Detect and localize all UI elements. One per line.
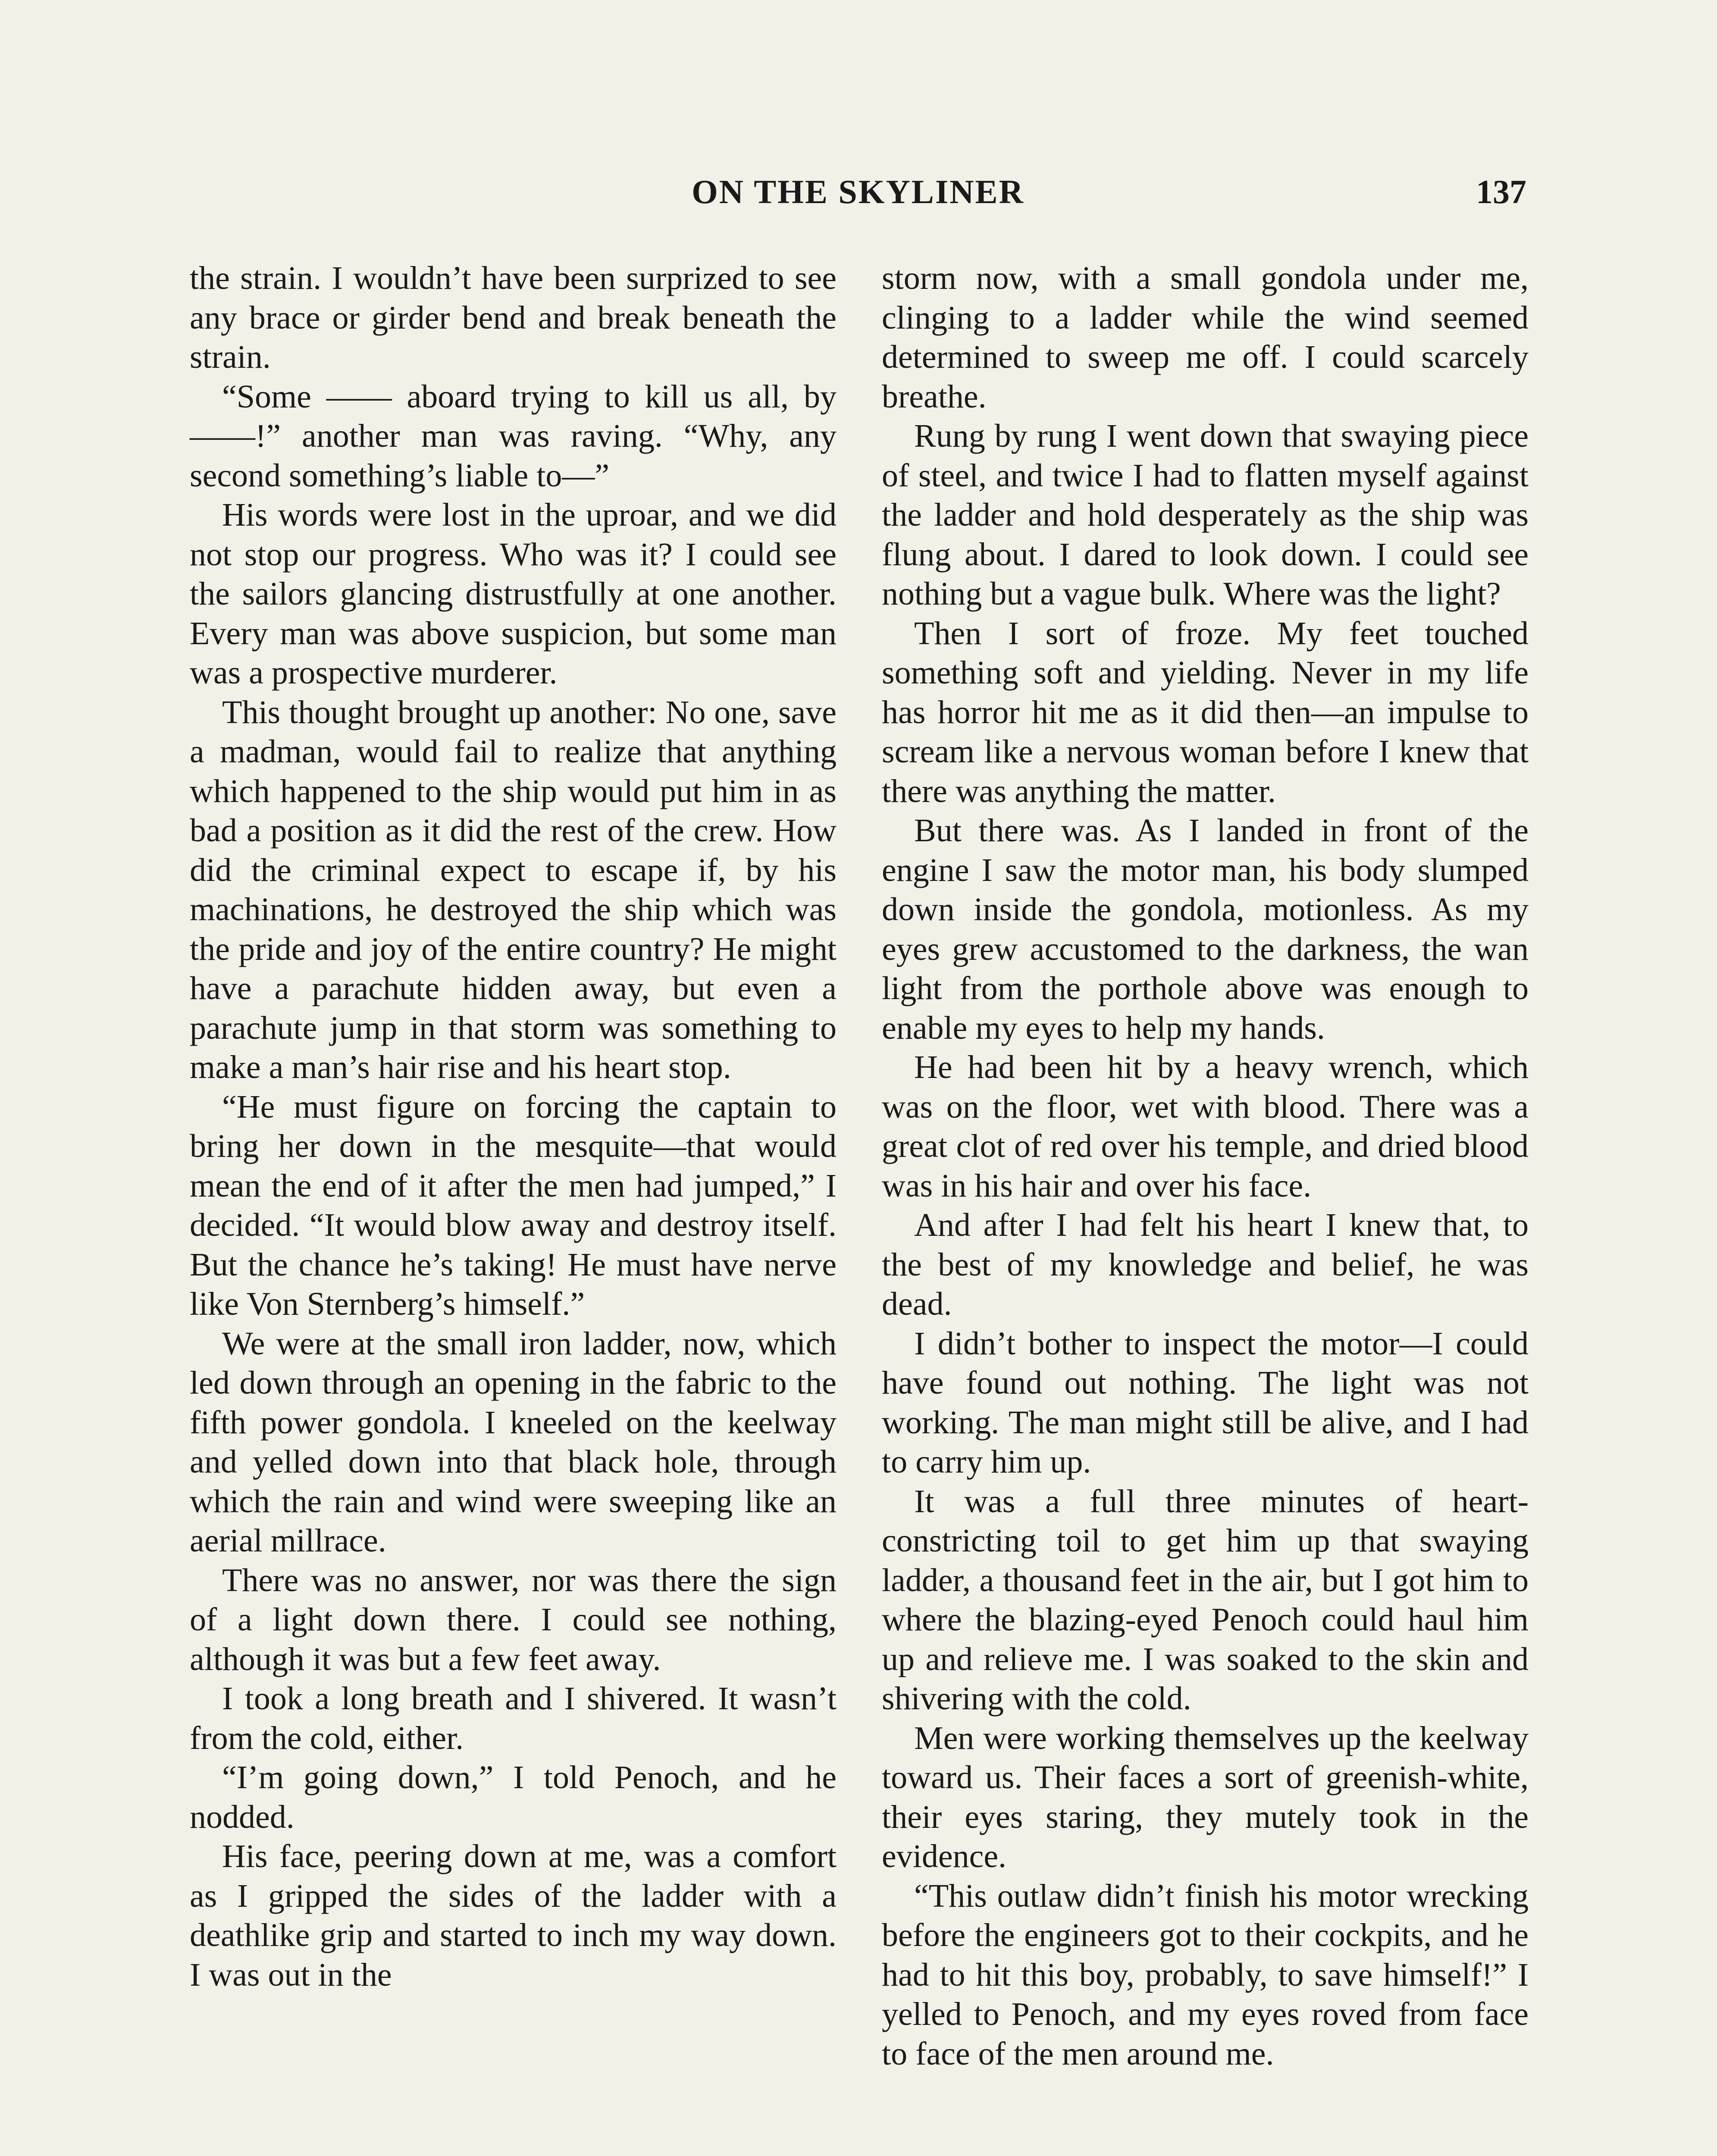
paragraph: the strain. I wouldn’t have been surprized to see any brace or girder bend and break beneath the strain. bbox=[190, 260, 837, 375]
paragraph: “He must figure on forcing the captain to bring her down in the mesquite—that would mean the end of it after the men had jumped,” I decided. “It would blow away and destroy itself. But the chance he’s taking! He must have nerve like Von Sternberg’s himself.” bbox=[190, 1088, 837, 1322]
paragraph: storm now, with a small gondola under me, clinging to a ladder while the wind seemed determined to sweep me off. I could scarcely breathe. bbox=[882, 260, 1529, 415]
paragraph: And after I had felt his heart I knew that, to the best of my knowledge and belief, he was dead. bbox=[882, 1207, 1529, 1322]
paragraph: But there was. As I landed in front of the engine I saw the motor man, his body slumped down inside the gondola, motionless. As my eyes grew accustomed to the darkness, the wan light from the porthole above was enough to enable my eyes to help my hands. bbox=[882, 812, 1529, 1046]
paragraph: I didn’t bother to inspect the motor—I could have found out nothing. The light was not working. The man might still be alive, and I had to carry him up. bbox=[882, 1325, 1529, 1480]
right-column bbox=[882, 259, 1529, 2074]
paragraph: We were at the small iron ladder, now, which led down through an opening in the fabric to the fifth power gondola. I kneeled on the keelway and yelled down into that black hole, through which the rain and wind were sweeping like an aerial millrace. bbox=[190, 1325, 837, 1559]
left-column bbox=[190, 259, 837, 1995]
paragraph: This thought brought up another: No one, save a madman, would fail to realize that anything which happened to the ship would put him in as bad a position as it did the rest of the crew. How did the criminal expect to escape if, by his machinations, he destroyed the ship which was the pride and joy of the entire country? He might have a parachute hidden away, but even a parachute jump in that storm was something to make a man’s hair rise and his heart stop. bbox=[190, 694, 837, 1085]
paragraph: There was no answer, nor was there the sign of a light down there. I could see nothing, although it was but a few feet away. bbox=[190, 1562, 837, 1677]
paragraph: I took a long breath and I shivered. It wasn’t from the cold, either. bbox=[190, 1680, 837, 1756]
paragraph: “Some —— aboard trying to kill us all, by ——!” another man was raving. “Why, any second something’s liable to—” bbox=[190, 378, 837, 494]
paragraph: He had been hit by a heavy wrench, which was on the floor, wet with blood. There was a great clot of red over his temple, and dried blood was in his hair and over his face. bbox=[882, 1049, 1529, 1204]
page-header bbox=[190, 172, 1526, 233]
paragraph: It was a full three minutes of heart-constricting toil to get him up that swaying ladder, a thousand feet in the air, but I got him to where the blazing-eyed Penoch could haul him up and relieve me. I was soaked to the skin and shivering with the cold. bbox=[882, 1483, 1529, 1717]
paragraph: Men were working themselves up the keelway toward us. Their faces a sort of greenish-white, their eyes staring, they mutely took in the evidence. bbox=[882, 1720, 1529, 1874]
paragraph: “This outlaw didn’t finish his motor wrecking before the engineers got to their cockpits, and he had to hit this boy, probably, to save himself!” I yelled to Penoch, and my eyes roved from face to face of the men around me. bbox=[882, 1877, 1529, 2072]
paragraph: Then I sort of froze. My feet touched something soft and yielding. Never in my life has horror hit me as it did then—an impulse to scream like a nervous woman before I knew that there was anything the matter. bbox=[882, 615, 1529, 809]
paragraph: His face, peering down at me, was a comfort as I gripped the sides of the ladder with a deathlike grip and started to inch my way down. I was out in the bbox=[190, 1838, 837, 1993]
paragraph: Rung by rung I went down that swaying piece of steel, and twice I had to flatten myself against the ladder and hold desperately as the ship was flung about. I dared to look down. I could see nothing but a vague bulk. Where was the light? bbox=[882, 418, 1529, 612]
page-number: 137 bbox=[1476, 173, 1526, 210]
paragraph: “I’m going down,” I told Penoch, and he nodded. bbox=[190, 1759, 837, 1835]
paragraph: His words were lost in the uproar, and we did not stop our progress. Who was it? I could see the sailors glancing distrustfully at one another. Every man was above suspicion, but some man was a prospective murderer. bbox=[190, 497, 837, 691]
running-title: ON THE SKYLINER bbox=[692, 173, 1025, 210]
